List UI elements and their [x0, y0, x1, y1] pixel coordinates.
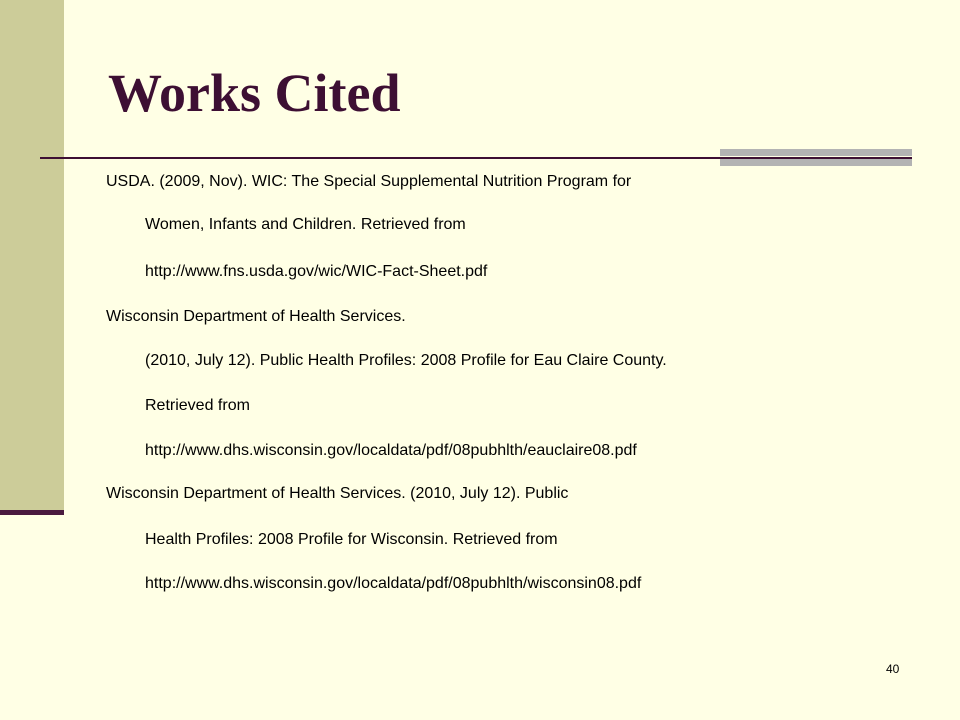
citation-url: http://www.dhs.wisconsin.gov/localdata/pdf/08pubhlth/wisconsin08.pdf: [145, 575, 642, 592]
citation-line: (2010, July 12). Public Health Profiles: 2008 Profile for Eau Claire County.: [145, 352, 667, 369]
slide-title: Works Cited: [108, 63, 401, 123]
title-rule-accent-line: [720, 157, 912, 159]
citation-line: USDA. (2009, Nov). WIC: The Special Supplemental Nutrition Program for: [106, 173, 632, 190]
citation-line: Wisconsin Department of Health Services. (2010, July 12). Public: [106, 485, 569, 502]
left-accent-bar: [0, 0, 64, 512]
citation-line: Retrieved from: [145, 397, 250, 414]
citation-line: Wisconsin Department of Health Services.: [106, 308, 406, 325]
citation-line: Health Profiles: 2008 Profile for Wisconsin. Retrieved from: [145, 531, 558, 548]
citation-line: Women, Infants and Children. Retrieved from: [145, 216, 466, 233]
citation-url: http://www.fns.usda.gov/wic/WIC-Fact-Sheet.pdf: [145, 263, 488, 280]
page-number: 40: [886, 662, 900, 676]
citation-url: http://www.dhs.wisconsin.gov/localdata/pdf/08pubhlth/eauclaire08.pdf: [145, 442, 637, 459]
left-accent-bar-foot: [0, 510, 64, 515]
